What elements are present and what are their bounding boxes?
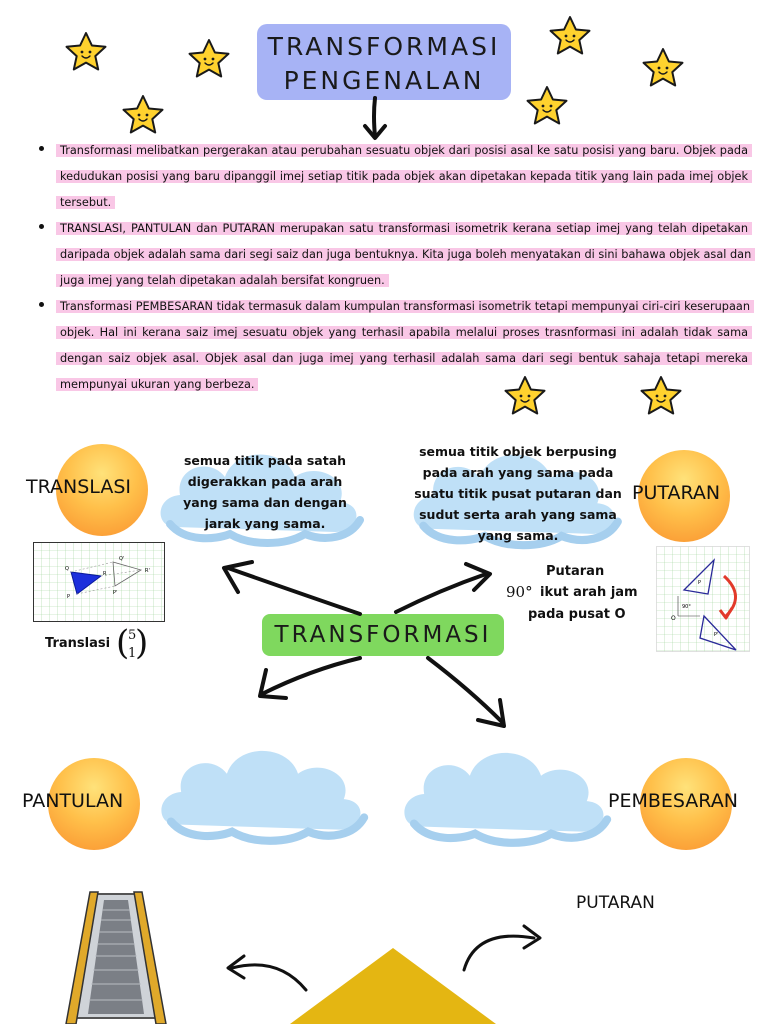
pantulan-cloud bbox=[155, 728, 375, 852]
title-line-2: PENGENALAN bbox=[283, 66, 485, 95]
vector-bracket-left: ( bbox=[116, 623, 130, 663]
translasi-vector bbox=[116, 623, 149, 666]
graph-label-p: P bbox=[698, 580, 702, 586]
graph-label-r-prime: R' bbox=[145, 568, 150, 574]
graph-label-q-prime: Q' bbox=[119, 556, 125, 562]
translasi-label: TRANSLASI bbox=[26, 476, 131, 498]
star-icon bbox=[640, 46, 686, 92]
escalator-icon bbox=[64, 888, 168, 1024]
translasi-caption: Translasi bbox=[45, 636, 111, 651]
connector-arrows bbox=[210, 550, 530, 740]
pembesaran-label: PEMBESARAN bbox=[608, 790, 738, 812]
pantulan-label: PANTULAN bbox=[22, 790, 124, 812]
page-title bbox=[257, 24, 511, 100]
star-icon bbox=[120, 93, 166, 139]
center-label: TRANSFORMASI bbox=[262, 614, 504, 656]
translasi-graph bbox=[33, 542, 165, 622]
graph-label-p-prime: P' bbox=[714, 632, 719, 638]
note-text: TRANSLASI, PANTULAN dan PUTARAN merupakan satu transformasi isometrik kerana setiap imej yang telah dipetakan daripada objek adalah sama dari segi saiz dan juga bentuknya. Kita juga boleh menyatakan di sini bahawa objek asal dan juga imej yang telah dipetakan adalah bersifat kongruen. bbox=[56, 222, 755, 287]
yellow-triangle bbox=[290, 948, 496, 1024]
bottom-putaran-label: PUTARAN bbox=[576, 893, 655, 913]
translasi-cloud-text: semua titik pada satah digerakkan pada arah yang sama dan dengan jarak yang sama. bbox=[183, 453, 347, 531]
graph-label-q: Q bbox=[65, 566, 69, 572]
arrow-down-icon bbox=[360, 96, 390, 144]
vector-top: 5 bbox=[128, 628, 137, 643]
graph-label-p-prime: P' bbox=[113, 590, 118, 596]
pembesaran-cloud bbox=[398, 730, 618, 854]
star-icon bbox=[524, 84, 570, 130]
star-icon bbox=[63, 30, 109, 76]
graph-label-p: P bbox=[67, 594, 71, 600]
note-text: Transformasi melibatkan pergerakan atau perubahan sesuatu objek dari posisi asal ke satu posisi yang baru. Objek pada kedudukan posisi yang baru dipanggil imej setiap titik pada objek akan dipetakan kepada titik yang lain pada imej objek tersebut. bbox=[56, 144, 752, 209]
graph-label-o: O bbox=[671, 615, 676, 622]
putaran-caption-line3: pada pusat O bbox=[528, 607, 626, 622]
putaran-caption-title: Putaran bbox=[546, 564, 605, 579]
putaran-caption-line2: ikut arah jam bbox=[540, 585, 638, 600]
graph-label-r: R bbox=[103, 571, 107, 577]
note-item bbox=[56, 216, 752, 294]
notes-list bbox=[40, 138, 752, 398]
title-line-1: TRANSFORMASI bbox=[267, 32, 501, 61]
star-icon bbox=[547, 14, 593, 60]
putaran-caption-angle: 90° bbox=[506, 583, 533, 601]
putaran-cloud-text: semua titik objek berpusing pada arah yang sama pada suatu titik pusat putaran dan sudut serta arah yang sama yang sama. bbox=[414, 444, 622, 543]
graph-label-angle: 90° bbox=[682, 604, 691, 610]
putaran-graph bbox=[656, 546, 750, 652]
putaran-label: PUTARAN bbox=[632, 482, 721, 504]
vector-bracket-right: ) bbox=[135, 623, 149, 663]
star-icon bbox=[186, 37, 232, 83]
vector-bottom: 1 bbox=[128, 646, 137, 661]
note-text: Transformasi PEMBESARAN tidak termasuk dalam kumpulan transformasi isometrik tetapi mempunyai ciri-ciri keserupaan objek. Hal ini kerana saiz imej sesuatu objek yang terhasil apabila melalui proses trasnformasi ini adalah tidak sama dengan saiz objek asal. Objek asal dan juga imej yang terhasil adalah sama dari segi bentuk sahaja tetapi mereka mempunyai ukuran yang berbeza. bbox=[56, 300, 754, 391]
note-item bbox=[56, 138, 752, 216]
note-item bbox=[56, 294, 752, 398]
